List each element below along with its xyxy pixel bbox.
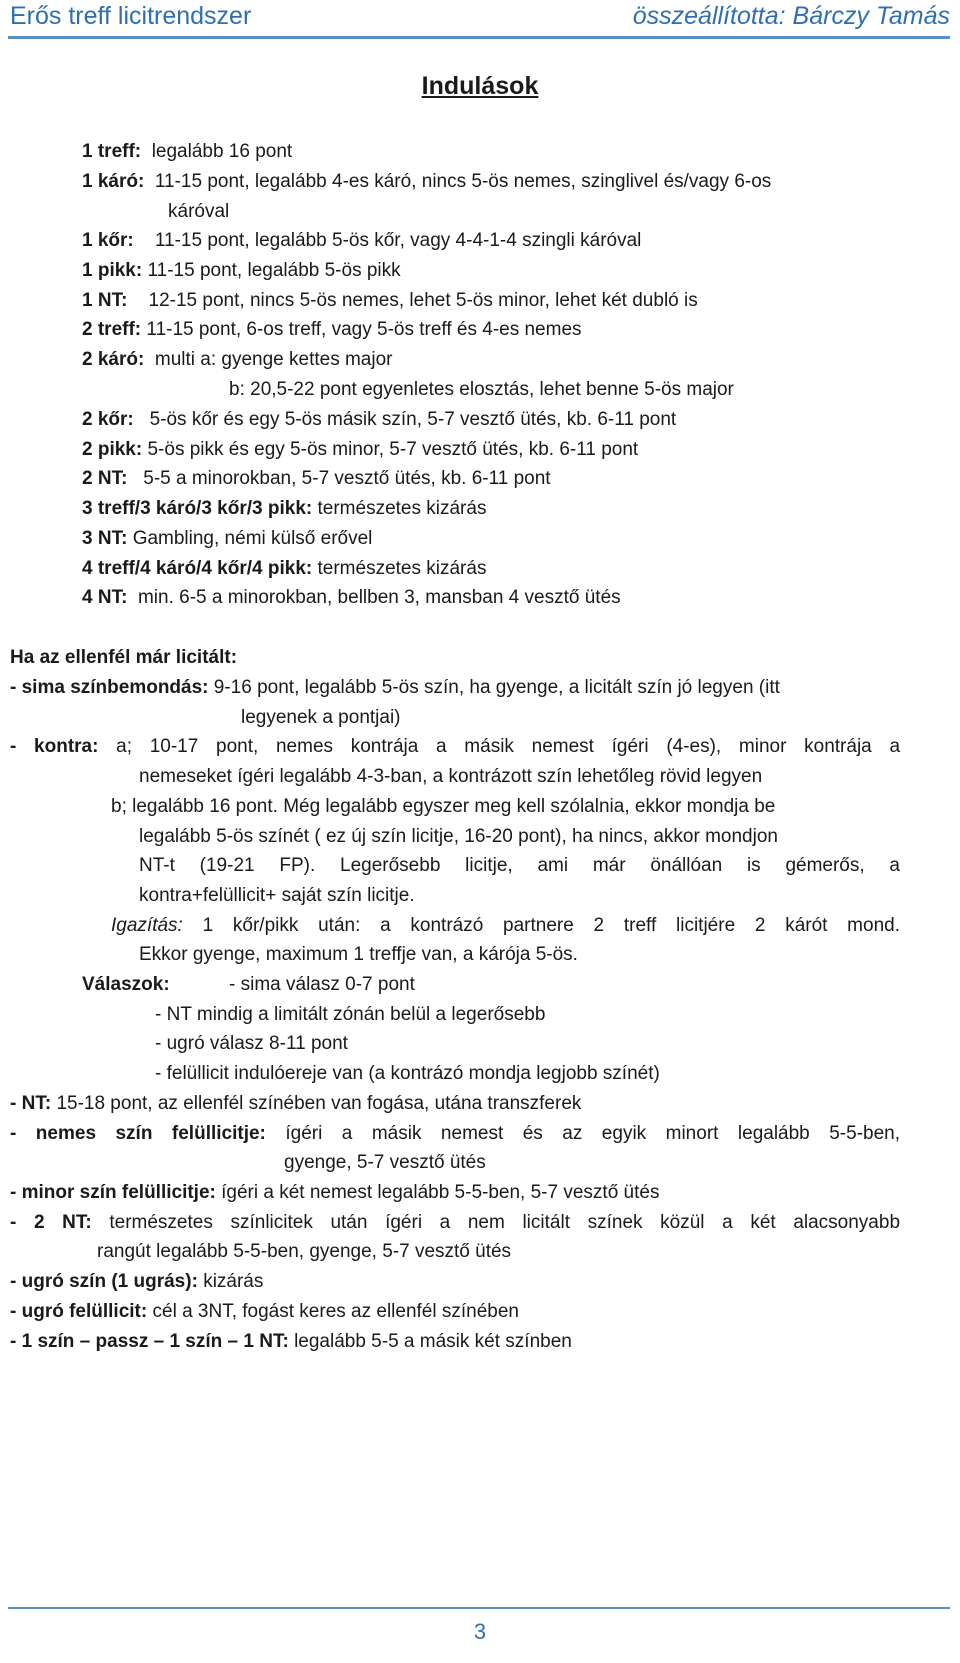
opp-sima: - sima színbemondás: 9-16 pont, legalább 5-ös szín, ha gyenge, a licitált szín jó legyen (itt — [10, 677, 780, 698]
opp-kontra-6: kontra+felüllicit+ saját szín licitje. — [139, 885, 415, 906]
opening-2nt: 2 NT: 5-5 a minorokban, 5-7 vesztő ütés, kb. 6-11 pont — [82, 468, 551, 489]
opp-kontra-2: nemeseket ígéri legalább 4-3-ban, a kontrázott szín lehetőleg rövid legyen — [139, 766, 763, 787]
opening-2treff: 2 treff: 11-15 pont, 6-os treff, vagy 5-ös treff és 4-es nemes — [82, 319, 582, 340]
opening-1pikk: 1 pikk: 11-15 pont, legalább 5-ös pikk — [82, 260, 401, 281]
opening-3-suits: 3 treff/3 káró/3 kőr/3 pikk: természetes kizárás — [82, 498, 487, 519]
opp-valasz-1: - sima válasz 0-7 pont — [229, 974, 415, 995]
opening-4nt: 4 NT: min. 6-5 a minorokban, bellben 3, mansban 4 vesztő ütés — [82, 587, 621, 608]
opp-heading: Ha az ellenfél már licitált: — [10, 647, 238, 668]
opp-sima-cont: legyenek a pontjai) — [241, 707, 401, 728]
opening-1karo-cont: káróval — [168, 201, 230, 222]
opp-valasz-4: - felüllicit indulóereje van (a kontrázó mondja legjobb színét) — [155, 1063, 660, 1084]
opening-2karo-b: b: 20,5-22 pont egyenletes elosztás, lehet benne 5-ös major — [229, 379, 734, 400]
opp-nemes-2: gyenge, 5-7 vesztő ütés — [284, 1152, 486, 1173]
opp-2nt-2: rangút legalább 5-5-ben, gyenge, 5-7 vesztő ütés — [97, 1241, 512, 1262]
section-title: Indulások — [421, 72, 539, 100]
opening-2pikk: 2 pikk: 5-ös pikk és egy 5-ös minor, 5-7 vesztő ütés, kb. 6-11 pont — [82, 439, 639, 460]
opening-1nt: 1 NT: 12-15 pont, nincs 5-ös nemes, lehet 5-ös minor, lehet két dubló is — [82, 290, 698, 311]
opp-valasz-3: - ugró válasz 8-11 pont — [155, 1033, 348, 1054]
opening-2karo: 2 káró: multi a: gyenge kettes major — [82, 349, 393, 370]
opp-kontra-5: NT-t (19-21 FP). Legerősebb licitje, ami már önállóan is gémerős, a — [139, 855, 900, 876]
opp-igazitas: Igazítás: 1 kőr/pikk után: a kontrázó partnere 2 treff licitjére 2 kárót mond. — [111, 915, 900, 936]
opp-ugro-szin: - ugró szín (1 ugrás): kizárás — [10, 1271, 264, 1292]
footer-rule — [8, 1607, 950, 1609]
opp-nemes: - nemes szín felüllicitje: ígéri a másik nemest és az egyik minort legalább 5-5-ben, — [10, 1123, 900, 1144]
opening-1kor: 1 kőr: 11-15 pont, legalább 5-ös kőr, vagy 4-4-1-4 szingli káróval — [82, 230, 642, 251]
opp-valaszok: Válaszok: — [82, 974, 170, 995]
page-header — [10, 0, 950, 36]
opp-kontra: - kontra: a; 10-17 pont, nemes kontrája a másik nemest ígéri (4-es), minor kontrája a — [10, 736, 901, 757]
header-author: összeállította: Bárczy Tamás — [632, 2, 950, 30]
page-number: 3 — [473, 1619, 487, 1644]
opening-1karo: 1 káró: 11-15 pont, legalább 4-es káró, nincs 5-ös nemes, szinglivel és/vagy 6-os — [82, 171, 772, 192]
opp-kontra-3: b; legalább 16 pont. Még legalább egyszer meg kell szólalnia, ekkor mondja be — [111, 796, 776, 817]
opp-ugro-felullicit: - ugró felüllicit: cél a 3NT, fogást keres az ellenfél színében — [10, 1301, 519, 1322]
opening-1treff: 1 treff: legalább 16 pont — [82, 141, 293, 162]
opening-4-suits: 4 treff/4 káró/4 kőr/4 pikk: természetes kizárás — [82, 558, 487, 579]
opening-2kor: 2 kőr: 5-ös kőr és egy 5-ös másik szín, 5-7 vesztő ütés, kb. 6-11 pont — [82, 409, 677, 430]
header-title: Erős treff licitrendszer — [10, 2, 252, 30]
opp-igazitas-2: Ekkor gyenge, maximum 1 treffje van, a kárója 5-ös. — [139, 944, 578, 965]
opp-2nt: - 2 NT: természetes színlicitek után ígéri a nem licitált színek közül a két alacsonyabb — [10, 1212, 901, 1233]
opp-valasz-2: - NT mindig a limitált zónán belül a legerősebb — [155, 1004, 546, 1025]
opp-minor: - minor szín felüllicitje: ígéri a két nemest legalább 5-5-ben, 5-7 vesztő ütés — [10, 1182, 660, 1203]
header-rule — [8, 36, 950, 39]
opening-3nt: 3 NT: Gambling, némi külső erővel — [82, 528, 373, 549]
opp-1szin-1nt: - 1 szín – passz – 1 szín – 1 NT: legalább 5-5 a másik két színben — [10, 1331, 572, 1352]
opp-kontra-4: legalább 5-ös színét ( ez új szín licitje, 16-20 pont), ha nincs, akkor mondjon — [139, 826, 778, 847]
opp-nt: - NT: 15-18 pont, az ellenfél színében van fogása, utána transzferek — [10, 1093, 582, 1114]
